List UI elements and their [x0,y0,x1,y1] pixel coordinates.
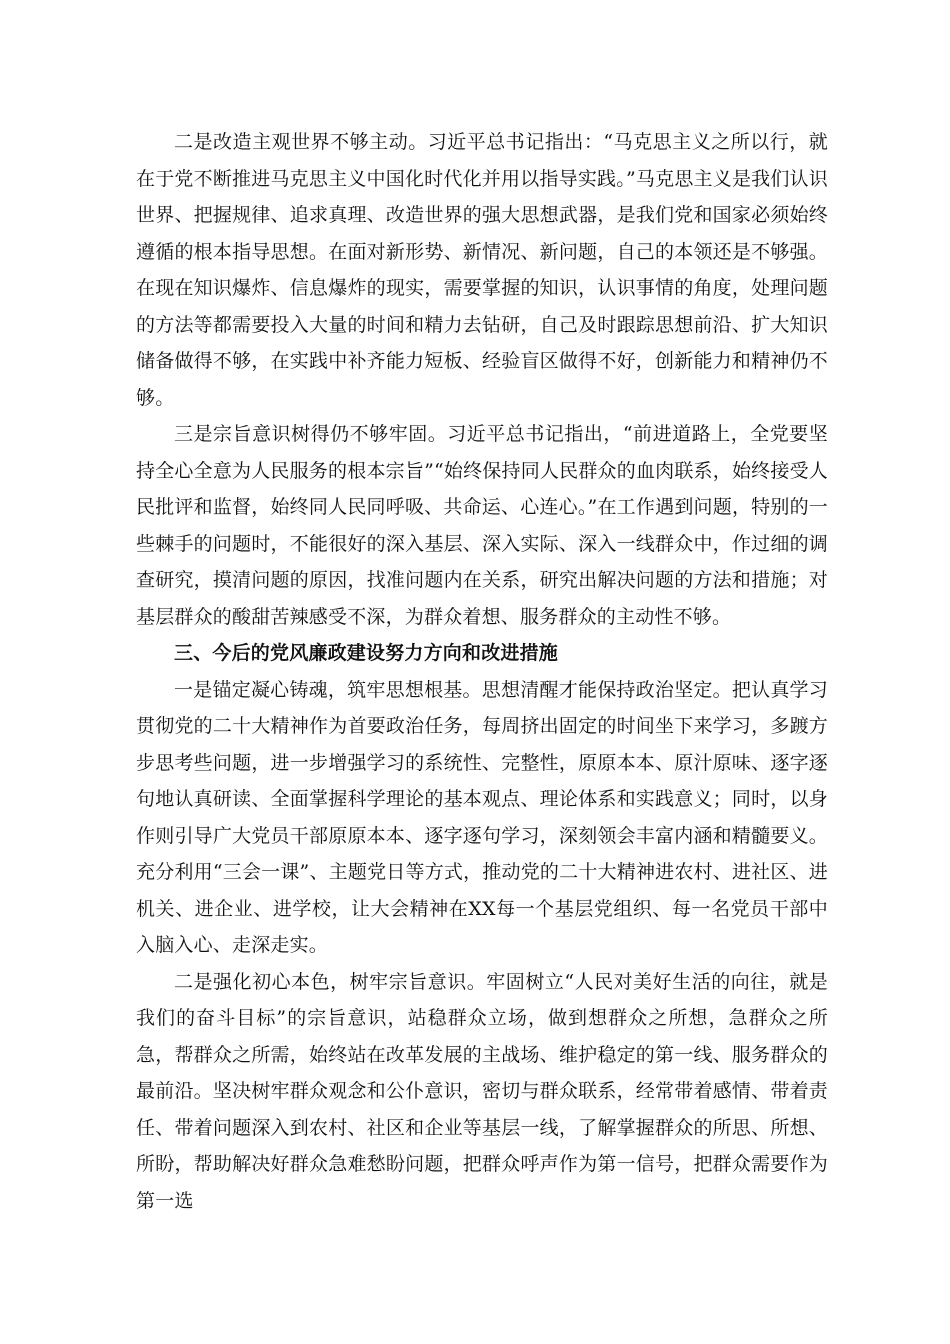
paragraph-ideology-transformation: 二是改造主观世界不够主动。习近平总书记指出：“马克思主义之所以行，就在于党不断推进马克思主义中国化时代化并用以指导实践。”马克思主义是我们认识世界、把握规律、追求真理、改造世界的强大思想武器，是我们党和国家必须始终遵循的根本指导思想。在面对新形势、新情况、新问题，自己的本领还是不够强。在现在知识爆炸、信息爆炸的现实，需要掌握的知识，认识事情的角度，处理问题的方法等都需要投入大量的时间和精力去钻研，自己及时跟踪思想前沿、扩大知识储备做得不够，在实践中补齐能力短板、经验盲区做得不好，创新能力和精神仍不够。 [136,131,828,409]
paragraph-ideological-foundation: 一是锚定凝心铸魂，筑牢思想根基。思想清醒才能保持政治坚定。把认真学习贯彻党的二十大精神作为首要政治任务，每周挤出固定的时间坐下来学习，多踱方步思考些问题，进一步增强学习的系统性、完整性，原原本本、原汁原味、逐字逐句地认真研读、全面掌握科学理论的基本观点、理论体系和实践意义；同时，以身作则引导广大党员干部原原本本、逐字逐句学习，深刻领会丰富内涵和精髓要义。充分利用“三会一课”、主题党日等方式，推动党的二十大精神进农村、进社区、进机关、进企业、进学校，让大会精神在XX每一个基层党组织、每一名党员干部中入脑入心、走深走实。 [136,678,828,956]
paragraph-original-aspiration: 二是强化初心本色，树牢宗旨意识。牢固树立“人民对美好生活的向往，就是我们的奋斗目标”的宗旨意识，站稳群众立场，做到想群众之所想，急群众之所急，帮群众之所需，始终站在改革发展的主战场、维护稳定的第一线、服务群众的最前沿。坚决树牢群众观念和公仆意识，密切与群众联系，经常带着感情、带着责任、带着问题深入到农村、社区和企业等基层一线，了解掌握群众的所思、所想、所盼，帮助解决好群众急难愁盼问题，把群众呼声作为第一信号，把群众需要作为第一选 [136,970,828,1212]
section-heading: 三、今后的党风廉政建设努力方向和改进措施 [174,642,559,664]
paragraph-purpose-awareness: 三是宗旨意识树得仍不够牢固。习近平总书记指出，“前进道路上，全党要坚持全心全意为人民服务的根本宗旨”“始终保持同人民群众的血肉联系，始终接受人民批评和监督，始终同人民同呼吸、共命运、心连心。”在工作遇到问题，特别的一些棘手的问题时，不能很好的深入基层、深入实际、深入一线群众中，作过细的调查研究，摸清问题的原因，找准问题内在关系，研究出解决问题的方法和措施；对基层群众的酸甜苦辣感受不深，为群众着想、服务群众的主动性不够。 [136,423,828,628]
document-body [136,124,828,1219]
